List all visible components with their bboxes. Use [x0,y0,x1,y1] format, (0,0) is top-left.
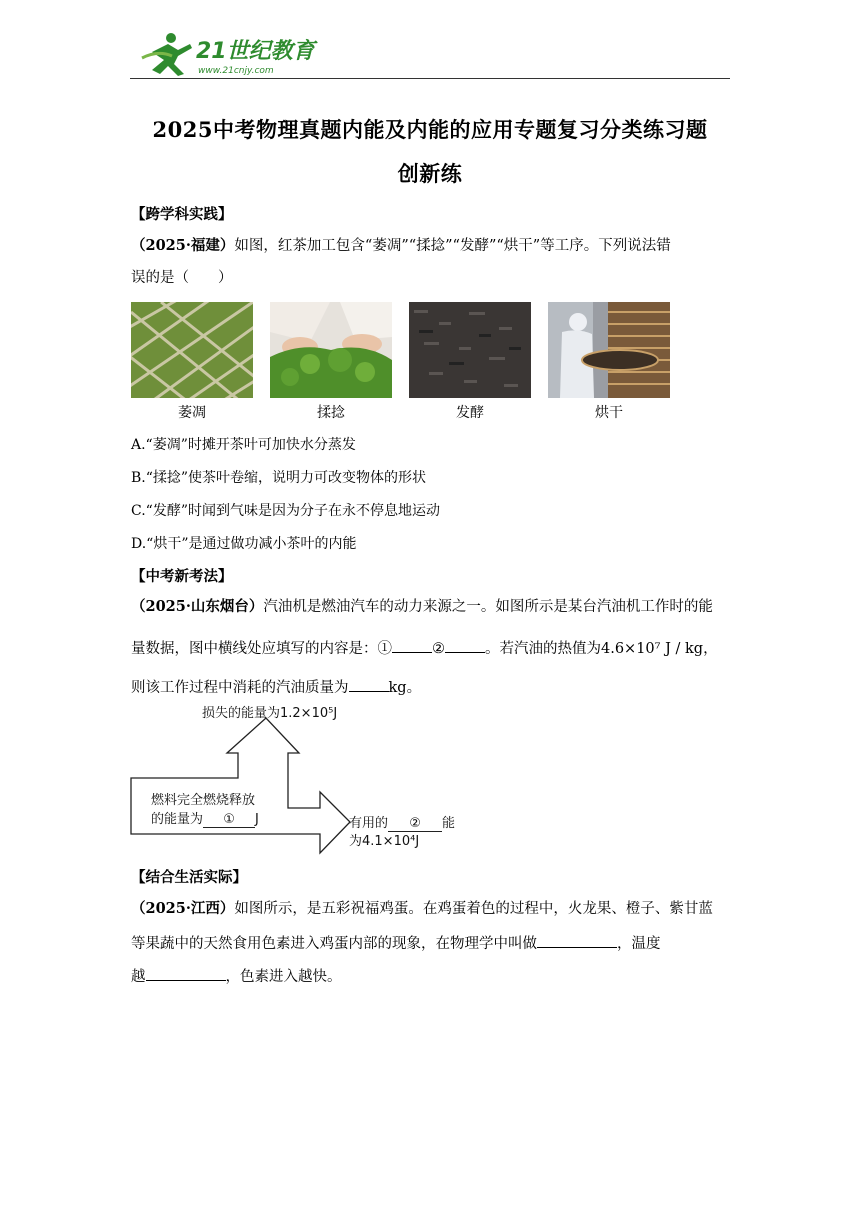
question-3-line2-part1: 等果蔬中的天然食用色素进入鸡蛋内部的现象，在物理学中叫做 [131,936,537,952]
useful-energy-suffix: 能 [442,816,456,831]
answer-blank-5[interactable] [146,966,226,981]
question-3-text [131,899,731,919]
answer-blank-4[interactable] [537,933,617,948]
question-3-source: （2025·江西） [131,900,235,917]
question-2-line1: 汽油机是燃油汽车的动力来源之一。如图所示是某台汽油机工作时的能 [263,599,713,615]
tea-rolling-photo [270,302,392,398]
energy-loss-label: 损失的能量为1.2×10⁵J [202,706,338,721]
question-2-text [131,597,731,617]
brand-url: www.21cnjy.com [198,66,274,76]
question-2-line2-part1: 量数据，图中横线处应填写的内容是：① [131,641,392,657]
question-3-line2-part2: ，温度 [617,936,661,952]
option-d: D.“烘干”是通过做功减小茶叶的内能 [131,536,357,552]
answer-blank-1[interactable] [392,638,432,653]
question-2-line2-part4: ， [703,641,718,657]
useful-energy-prefix: 有用的 [349,816,389,831]
question-3-line3-part2: ，色素进入越快。 [225,969,342,985]
section-heading-real-life: 【结合生活实际】 [131,869,247,886]
section-heading-new-exam: 【中考新考法】 [131,568,233,585]
question-3-line2 [131,933,731,954]
energy-flow-arrow-shape [131,718,350,853]
brand-logo [138,30,318,78]
useful-energy-label-line1 [349,812,455,832]
header-rule [130,78,730,79]
answer-blank-2[interactable] [445,638,485,653]
page-subtitle: 创新练 [397,161,463,186]
question-2-source: （2025·山东烟台） [131,598,264,615]
energy-input-unit: J [255,812,259,827]
fermented-tea-photo [409,302,531,398]
page-title: 2025中考物理真题内能及内能的应用专题复习分类练习题 [152,117,708,142]
question-1-text [131,236,731,256]
useful-energy-blank: ② [388,816,442,832]
energy-input-blank: ① [203,812,255,828]
question-1-line2: 误的是（ ） [131,270,233,286]
runner-icon [142,33,192,76]
tea-drying-photo [548,302,670,398]
option-a: A.“萎凋”时摊开茶叶可加快水分蒸发 [131,437,356,453]
energy-input-label-line2 [151,808,259,828]
question-2-line2-part3: 。若汽油的热值为 [485,641,601,657]
option-b: B.“揉捻”使茶叶卷缩，说明力可改变物体的形状 [131,470,427,486]
question-3-line3-part1: 越 [131,969,146,985]
photo-caption-4: 烘干 [595,405,623,421]
question-2-line3-part2: kg。 [388,680,422,696]
tea-field-photo [131,302,253,398]
question-2-line3 [131,677,731,698]
section-heading-interdisciplinary: 【跨学科实践】 [131,206,233,223]
photo-caption-2: 揉捻 [317,405,345,421]
energy-input-prefix: 的能量为 [151,812,204,827]
energy-input-label-line1: 燃料完全燃烧释放 [151,793,256,808]
question-2-line2-part2: ② [432,641,445,657]
photo-caption-1: 萎凋 [178,405,206,421]
useful-energy-label-line2: 为4.1×10⁴J [349,834,420,849]
heat-value: 4.6×10⁷ J / kg [601,641,704,657]
question-1-source: （2025·福建） [131,237,235,254]
question-3-line3 [131,966,731,987]
question-3-line1: 如图所示，是五彩祝福鸡蛋。在鸡蛋着色的过程中，火龙果、橙子、紫甘蓝 [234,901,713,917]
question-2-line3-part1: 则该工作过程中消耗的汽油质量为 [131,680,349,696]
question-1-line1: 如图，红茶加工包含“萎凋”“揉捻”“发酵”“烘干”等工序。下列说法错 [234,238,671,254]
question-2-line2 [131,638,731,659]
answer-blank-3[interactable] [349,677,389,692]
option-c: C.“发酵”时闻到气味是因为分子在永不停息地运动 [131,503,440,519]
photo-caption-3: 发酵 [456,405,484,421]
brand-name: 21世纪教育 [196,39,315,64]
